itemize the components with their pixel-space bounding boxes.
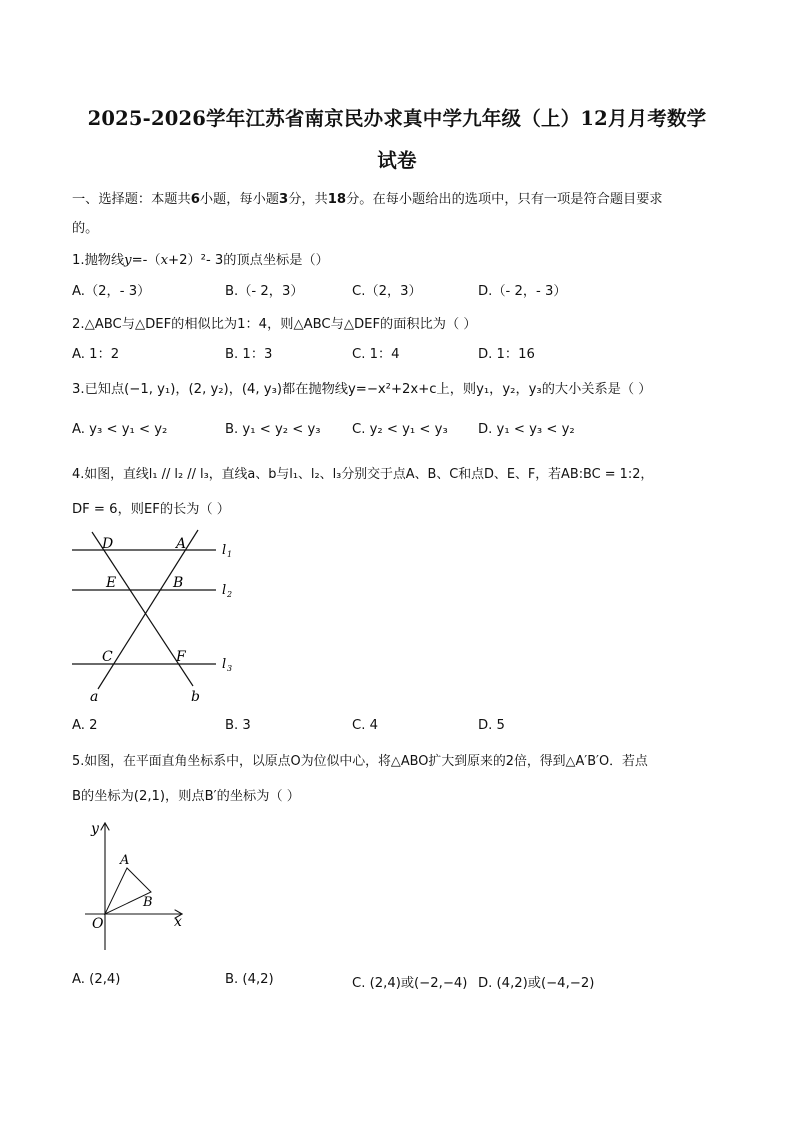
label-E: E (106, 575, 117, 591)
label-A: A (176, 536, 187, 552)
q5-option-d[interactable]: D. (4,2)或(−4,−2) (478, 976, 595, 991)
q5-option-c[interactable]: C. (2,4)或(−2,−4) (352, 976, 468, 991)
q1-option-d[interactable]: D.（- 2，- 3） (478, 284, 567, 299)
q3-option-d[interactable]: D. y₁ < y₃ < y₂ (478, 422, 575, 437)
points-each: 3 (279, 192, 289, 207)
label-O: O (92, 916, 104, 932)
section-heading-text3: 分。在每小题给出的选项中，只有一项是符合题目要求 (346, 192, 663, 207)
q1-text-a: 1.抛物线 (72, 253, 125, 268)
label-l1: l (222, 543, 227, 558)
q1-text-b: =-（ (131, 253, 161, 268)
label-D: D (102, 536, 114, 552)
exam-title-line2: 试卷 (377, 149, 417, 172)
q4-figure (70, 528, 240, 708)
question-count: 6 (190, 192, 200, 207)
exam-title-line1: 2025-2026学年江苏省南京民办求真中学九年级（上）12月月考数学 (87, 107, 707, 130)
line-a (98, 530, 198, 689)
label-B: B (173, 575, 184, 591)
section-heading-text1: 小题，每小题 (199, 192, 279, 207)
q4-option-b[interactable]: B. 3 (225, 718, 251, 733)
section-heading-text2: 分，共 (288, 192, 328, 207)
label-b: b (191, 689, 200, 705)
q1-option-c[interactable]: C.（2，3） (352, 284, 422, 299)
q5-option-b[interactable]: B. (4,2) (225, 972, 274, 987)
q2-option-b[interactable]: B. 1：3 (225, 347, 273, 362)
q3-option-b[interactable]: B. y₁ < y₂ < y₃ (225, 422, 321, 437)
question-5-line1: 5.如图，在平面直角坐标系中，以原点O为位似中心，将△ABO扩大到原来的2倍，得到△A′B′O．若点 (72, 754, 648, 769)
question-1-text (72, 249, 329, 268)
q5-option-a[interactable]: A. (2,4) (72, 972, 121, 987)
q4-option-c[interactable]: C. 4 (352, 718, 378, 733)
q4-option-d[interactable]: D. 5 (478, 718, 505, 733)
section-heading-line2: 的。 (72, 221, 99, 236)
label-B: B (143, 895, 153, 910)
question-2-text: 2.△ABC与△DEF的相似比为1：4，则△ABC与△DEF的面积比为（ ） (72, 317, 477, 332)
label-l2: l (222, 583, 227, 598)
q5-figure (85, 818, 195, 953)
label-l3: l (222, 657, 227, 672)
q4-option-a[interactable]: A. 2 (72, 718, 98, 733)
q2-option-a[interactable]: A. 1：2 (72, 347, 120, 362)
label-l3-sub: 3 (227, 664, 233, 673)
question-4-line2: DF = 6，则EF的长为（ ） (72, 502, 230, 517)
q1-option-b[interactable]: B.（- 2，3） (225, 284, 304, 299)
q3-option-a[interactable]: A. y₃ < y₁ < y₂ (72, 422, 168, 437)
section-heading-prefix: 一、选择题：本题共 (72, 192, 191, 207)
label-l1-sub: 1 (227, 550, 233, 559)
label-l2-sub: 2 (227, 590, 233, 599)
q3-option-c[interactable]: C. y₂ < y₁ < y₃ (352, 422, 448, 437)
label-y: y (91, 821, 99, 837)
label-C: C (102, 649, 113, 665)
question-5-line2: B的坐标为(2,1)，则点B′的坐标为（ ） (72, 789, 300, 804)
q1-var-y: y (124, 253, 132, 268)
q2-option-d[interactable]: D. 1：16 (478, 347, 535, 362)
question-3-text: 3.已知点(−1, y₁)，(2, y₂)，(4, y₃)都在抛物线y=−x²+2x+c上，则y₁，y₂，y₃的大小关系是（ ） (72, 382, 652, 397)
label-x: x (174, 914, 182, 930)
section-heading (72, 188, 663, 207)
label-A: A (120, 853, 130, 868)
q1-option-a[interactable]: A.（2，- 3） (72, 284, 151, 299)
label-a: a (90, 689, 99, 705)
label-F: F (176, 649, 186, 665)
question-4-line1: 4.如图，直线l₁ // l₂ // l₃，直线a、b与l₁、l₂、l₃分别交于点A、B、C和点D、E、F，若AB:BC = 1:2， (72, 467, 654, 482)
points-total: 18 (327, 192, 347, 207)
q1-var-x: x (160, 253, 169, 268)
q2-option-c[interactable]: C. 1：4 (352, 347, 400, 362)
q1-text-c: +2）²- 3的顶点坐标是（） (168, 253, 329, 268)
